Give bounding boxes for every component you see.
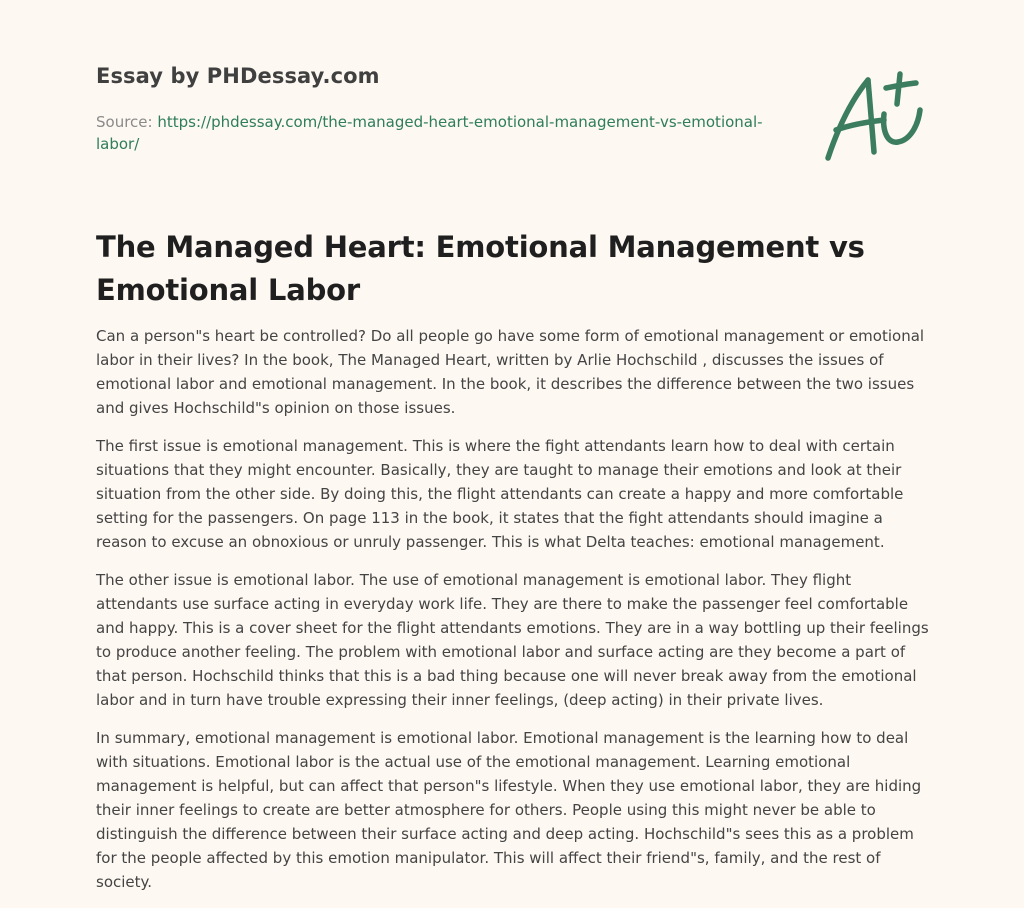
a-plus-logo-icon <box>822 70 926 164</box>
essay-body <box>96 324 936 908</box>
source-line <box>96 111 776 155</box>
essay-paragraph: Can a person"s heart be controlled? Do all people go have some form of emotional management or emotional labor in their lives? In the book, The Managed Heart, written by Arlie Hochschild , discusses the issues of emotional labor and emotional management. In the book, it describes the difference between the two issues and gives Hochschild"s opinion on those issues. <box>96 327 925 417</box>
essay-paragraph: In summary, emotional management is emotional labor. Emotional management is the learning how to deal with situations. Emotional labor is the actual use of the emotional management. Learning emotional management is helpful, but can affect that person"s lifestyle. When they use emotional labor, they are hiding their inner feelings to create are better atmosphere for others. People using this might never be able to distinguish the difference between their surface acting and deep acting. Hochschild"s sees this as a problem for the people affected by this emotion manipulator. This will affect their friend"s, family, and the rest of society. <box>96 729 922 891</box>
brand-title: Essay by PHDessay.com <box>96 64 380 88</box>
source-label: Source: <box>96 113 153 131</box>
essay-paragraph: The first issue is emotional management. This is where the fight attendants learn how to deal with certain situations that they might encounter. Basically, they are taught to manage their emotions and look at their situation from the other side. By doing this, the flight attendants can create a happy and more comfortable setting for the passengers. On page 113 in the book, it states that the fight attendants should imagine a reason to excuse an obnoxious or unruly passenger. This is what Delta teaches: emotional management. <box>96 437 904 551</box>
source-link[interactable] <box>96 113 763 153</box>
essay-title-line2: Emotional Labor <box>96 273 360 307</box>
source-link-line2: labor/ <box>96 135 140 153</box>
essay-title <box>96 226 916 312</box>
essay-title-line1: The Managed Heart: Emotional Management vs <box>96 230 865 264</box>
essay-paragraph: The other issue is emotional labor. The use of emotional management is emotional labor. They flight attendants use surface acting in everyday work life. They are there to make the passenger feel comfortable and happy. This is a cover sheet for the flight attendants emotions. They are in a way bottling up their feelings to produce another feeling. The problem with emotional labor and surface acting are they become a part of that person. Hochschild thinks that this is a bad thing because one will never break away from the emotional labor and in turn have trouble expressing their inner feelings, (deep acting) in their private lives. <box>96 571 929 709</box>
source-link-line1: https://phdessay.com/the-managed-heart-emotional-management-vs-emotional- <box>157 113 763 131</box>
document-header <box>96 0 936 190</box>
